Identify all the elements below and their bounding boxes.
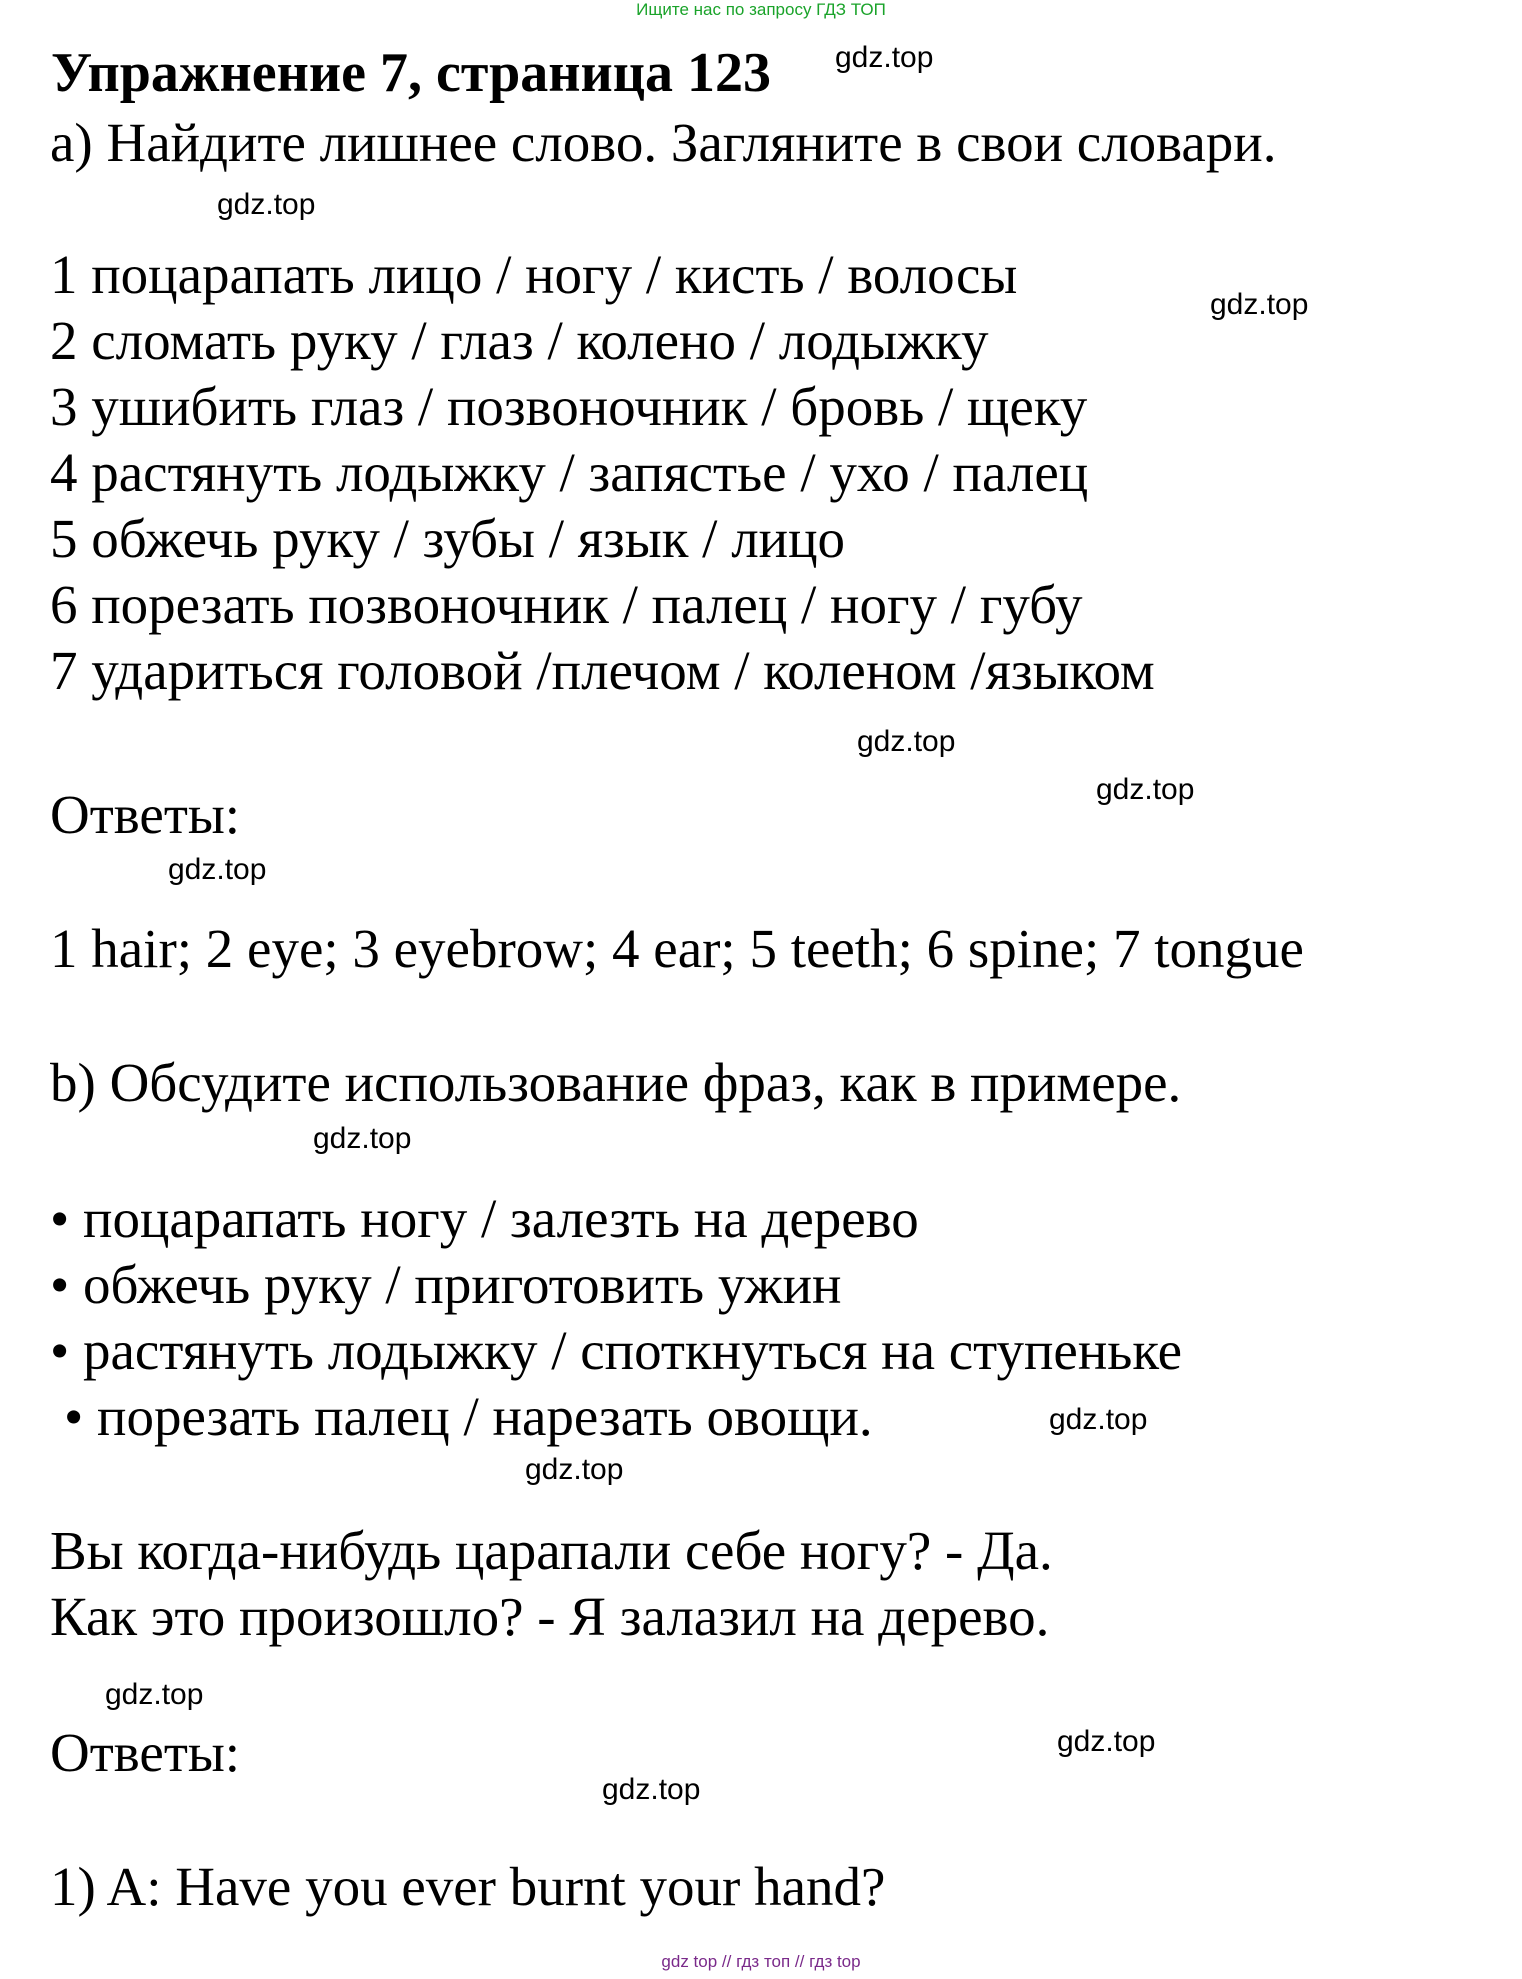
part-a-item: 1 поцарапать лицо / ногу / кисть / волосы <box>50 244 1018 305</box>
part-a-item: 3 ушибить глаз / позвоночник / бровь / щеку <box>50 376 1088 437</box>
watermark: gdz.top <box>525 1453 624 1486</box>
answers-label: Ответы: <box>50 784 241 845</box>
part-b-item: • растянуть лодыжку / споткнуться на ступеньке <box>50 1320 1183 1381</box>
watermark: gdz.top <box>217 188 316 221</box>
part-a-item: 4 растянуть лодыжку / запястье / ухо / палец <box>50 442 1089 503</box>
part-b-item: • порезать палец / нарезать овощи. <box>64 1386 873 1447</box>
answers-label: Ответы: <box>50 1722 241 1783</box>
part-a-task: a) Найдите лишнее слово. Загляните в свои словари. <box>50 112 1277 173</box>
part-a-item: 2 сломать руку / глаз / колено / лодыжку <box>50 310 989 371</box>
watermark: gdz.top <box>602 1773 701 1806</box>
top-banner: Ищите нас по запросу ГДЗ ТОП <box>636 0 886 19</box>
watermark: gdz.top <box>857 725 956 758</box>
watermark: gdz.top <box>105 1678 204 1711</box>
footer-links[interactable]: gdz top // гдз топ // гдз top <box>661 1952 861 1971</box>
watermark: gdz.top <box>1210 288 1309 321</box>
watermark: gdz.top <box>1057 1725 1156 1758</box>
part-b-task: b) Обсудите использование фраз, как в примере. <box>50 1052 1182 1113</box>
part-b-item: • обжечь руку / приготовить ужин <box>50 1254 842 1315</box>
part-a-item: 6 порезать позвоночник / палец / ногу / губу <box>50 574 1083 635</box>
part-b-item: • поцарапать ногу / залезть на дерево <box>50 1188 919 1249</box>
part-a-item: 7 удариться головой /плечом / коленом /языком <box>50 640 1155 701</box>
part-a-item: 5 обжечь руку / зубы / язык / лицо <box>50 508 846 569</box>
watermark: gdz.top <box>168 853 267 886</box>
answer-b-first: 1) A: Have you ever burnt your hand? <box>50 1856 886 1917</box>
watermark: gdz.top <box>313 1122 412 1155</box>
example-line: Как это произошло? - Я залазил на дерево. <box>50 1586 1050 1647</box>
answers-a: 1 hair; 2 eye; 3 eyebrow; 4 ear; 5 teeth; 6 spine; 7 tongue <box>50 918 1304 979</box>
page-title: Упражнение 7, страница 123 <box>51 42 772 104</box>
watermark: gdz.top <box>1096 773 1195 806</box>
example-line: Вы когда-нибудь царапали себе ногу? - Да. <box>50 1520 1053 1581</box>
watermark: gdz.top <box>835 41 934 74</box>
watermark: gdz.top <box>1049 1403 1148 1436</box>
